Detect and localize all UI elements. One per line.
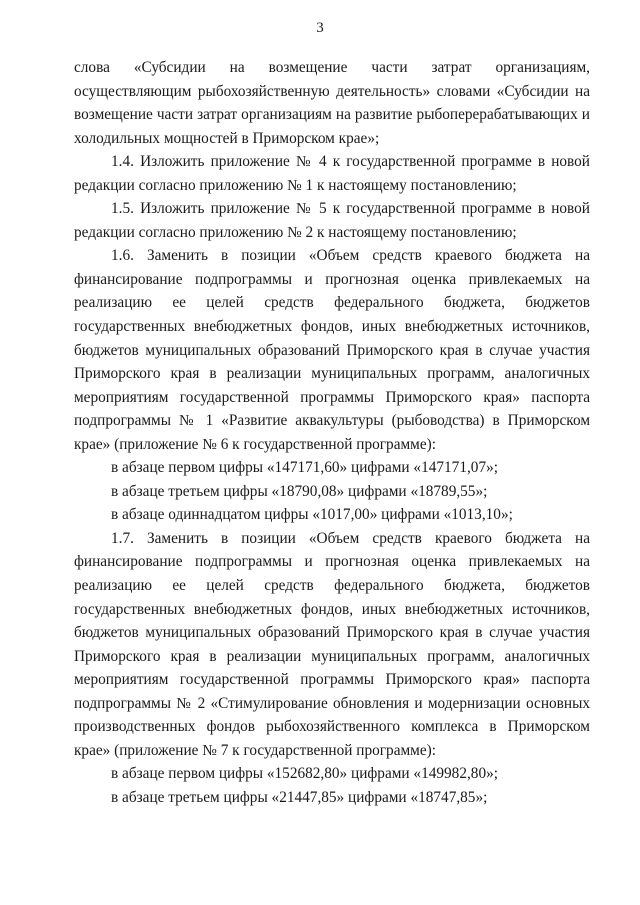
page-number: 3 (316, 20, 324, 36)
paragraph-1-4: 1.4. Изложить приложение № 4 к государственной программе в новой редакции согласно приложению № 1 к настоящему постановлению; (74, 153, 590, 194)
paragraph-1-6-item-3: в абзаце одиннадцатом цифры «1017,00» цифрами «1013,10»; (111, 506, 513, 524)
paragraph-1-5: 1.5. Изложить приложение № 5 к государственной программе в новой редакции согласно приложению № 2 к настоящему постановлению; (74, 200, 590, 241)
paragraph-1-7-item-1: в абзаце первом цифры «152682,80» цифрами «149982,80»; (111, 765, 498, 783)
paragraph-1-7-item-2: в абзаце третьем цифры «21447,85» цифрами «18747,85»; (111, 788, 488, 806)
paragraph-continuation: слова «Субсидии на возмещение части затрат организациям, осуществляющим рыбохозяйственную деятельность» словами «Субсидии на возмещение части затрат организациям на развитие рыбоперерабатывающих и холодильных мощностей в Приморском крае»; (74, 59, 590, 147)
paragraph-1-7: 1.7. Заменить в позиции «Объем средств краевого бюджета на финансирование подпрограммы и прогнозная оценка привлекаемых на реализацию ее целей средств федерального бюджета, бюджетов государственных внебюджетных фондов, иных внебюджетных источников, бюджетов муниципальных образований Приморского края в случае участия Приморского края в реализации муниципальных программ, аналогичных мероприятиям государственной программы Приморского края» паспорта подпрограммы № 2 «Стимулирование обновления и модернизации основных производственных фондов рыбохозяйственного комплекса в Приморском крае» (приложение № 7 к государственной программе): (74, 529, 590, 759)
paragraph-1-6: 1.6. Заменить в позиции «Объем средств краевого бюджета на финансирование подпрограммы и прогнозная оценка привлекаемых на реализацию ее целей средств федерального бюджета, бюджетов государственных внебюджетных фондов, иных внебюджетных источников, бюджетов муниципальных образований Приморского края в случае участия Приморского края в реализации муниципальных программ, аналогичных мероприятиям государственной программы Приморского края» паспорта подпрограммы № 1 «Развитие аквакультуры (рыбоводства) в Приморском крае» (приложение № 6 к государственной программе): (74, 247, 590, 453)
paragraph-1-6-item-1: в абзаце первом цифры «147171,60» цифрами «147171,07»; (111, 459, 498, 477)
document-body (74, 56, 590, 810)
paragraph-1-6-item-2: в абзаце третьем цифры «18790,08» цифрами «18789,55»; (111, 482, 488, 500)
